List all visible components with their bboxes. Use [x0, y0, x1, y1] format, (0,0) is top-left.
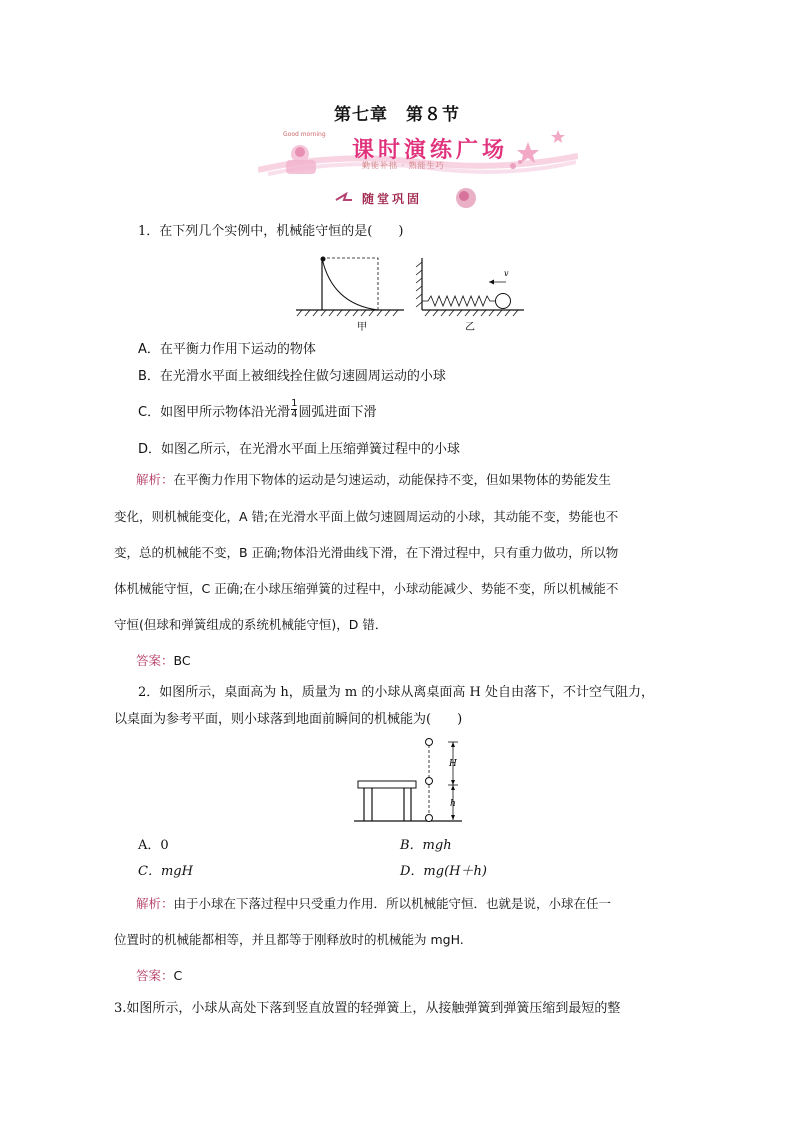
q1-answer-label: 答案： [136, 653, 174, 668]
fraction-denominator: 4 [291, 409, 298, 420]
q2-analysis [136, 890, 611, 917]
section-heading: 随堂巩固 [362, 192, 423, 206]
q2-analysis-line-1: 由于小球在下落过程中只受重力作用．所以机械能守恒．也就是说，小球在任一 [173, 896, 612, 911]
q1-fig-jia-label: 甲 [357, 322, 367, 333]
fraction-numerator: 1 [291, 398, 298, 409]
q1-analysis-line-1: 在平衡力作用下物体的运动是匀速运动，动能保持不变，但如果物体的势能发生 [173, 472, 612, 487]
q1-analysis-label: 解析： [136, 472, 174, 487]
q2-option-a: A．0 [138, 838, 169, 853]
q2-fig-H-label: H [449, 759, 457, 769]
q1-answer-value: BC [173, 653, 191, 668]
q3-stem-line-1: 3.如图所示，小球从高处下落到竖直放置的轻弹簧上，从接触弹簧到弹簧压缩到最短的整 [114, 1001, 621, 1016]
q1-option-d: D．如图乙所示，在光滑水平面上压缩弹簧过程中的小球 [138, 442, 461, 457]
q2-figure [350, 735, 470, 827]
q1-stem: 1．在下列几个实例中，机械能守恒的是( ) [138, 224, 404, 239]
q2-stem-line-1: 2．如图所示，桌面高为 h，质量为 m 的小球从离桌面高 H 处自由落下，不计空气阻力， [138, 685, 654, 700]
q2-answer [136, 962, 182, 989]
q1-option-b: B．在光滑水平面上被细线拴住做匀速圆周运动的小球 [138, 369, 446, 384]
q1-analysis [136, 466, 686, 493]
q2-analysis-line-2: 位置时的机械能都相等，并且都等于刚释放时的机械能为 mgH. [114, 932, 464, 947]
q1-fig-yi-label: 乙 [465, 322, 475, 333]
q2-option-d: D．mg(H＋h) [400, 864, 487, 879]
q1-option-a: A．在平衡力作用下运动的物体 [138, 342, 316, 357]
q2-answer-label: 答案： [136, 968, 174, 983]
q1-analysis-line-4: 体机械能守恒，C 正确;在小球压缩弹簧的过程中，小球动能减少、势能不变，所以机械能不 [114, 581, 619, 596]
q2-fig-h-label: h [450, 799, 456, 809]
q1-analysis-line-5: 守恒(但球和弹簧组成的系统机械能守恒)，D 错． [114, 617, 388, 632]
q1-answer [136, 647, 191, 674]
banner-small-text: Good morning [283, 131, 326, 138]
q1-option-c-fraction [291, 399, 297, 420]
q1-analysis-line-3: 变，总的机械能不变，B 正确;物体沿光滑曲线下滑，在下滑过程中，只有重力做功，所以物 [114, 545, 619, 560]
q1-analysis-line-2: 变化，则机械能变化，A 错;在光滑水平面上做匀速圆周运动的小球，其动能不变，势能也不 [114, 509, 619, 524]
q2-stem-line-2: 以桌面为参考平面，则小球落到地面前瞬间的机械能为( ) [114, 712, 463, 727]
q1-option-c-text: C．如图甲所示物体沿光滑 [138, 405, 291, 420]
q1-figure [292, 254, 532, 334]
q1-velocity-label: v [504, 269, 509, 278]
q2-option-b: B．mgh [400, 838, 452, 853]
chapter-title: 第七章 第８节 [334, 105, 460, 125]
q2-analysis-label: 解析： [136, 896, 174, 911]
q2-option-c: C．mgH [138, 864, 193, 879]
banner-title: 课时演练广场 [352, 138, 509, 163]
q1-option-c [138, 398, 377, 423]
banner-subtitle: 勤能补拙 · 熟能生巧 [362, 161, 445, 170]
q2-answer-value: C [173, 968, 183, 983]
q1-option-c-text-end: 圆弧进面下滑 [298, 405, 377, 420]
